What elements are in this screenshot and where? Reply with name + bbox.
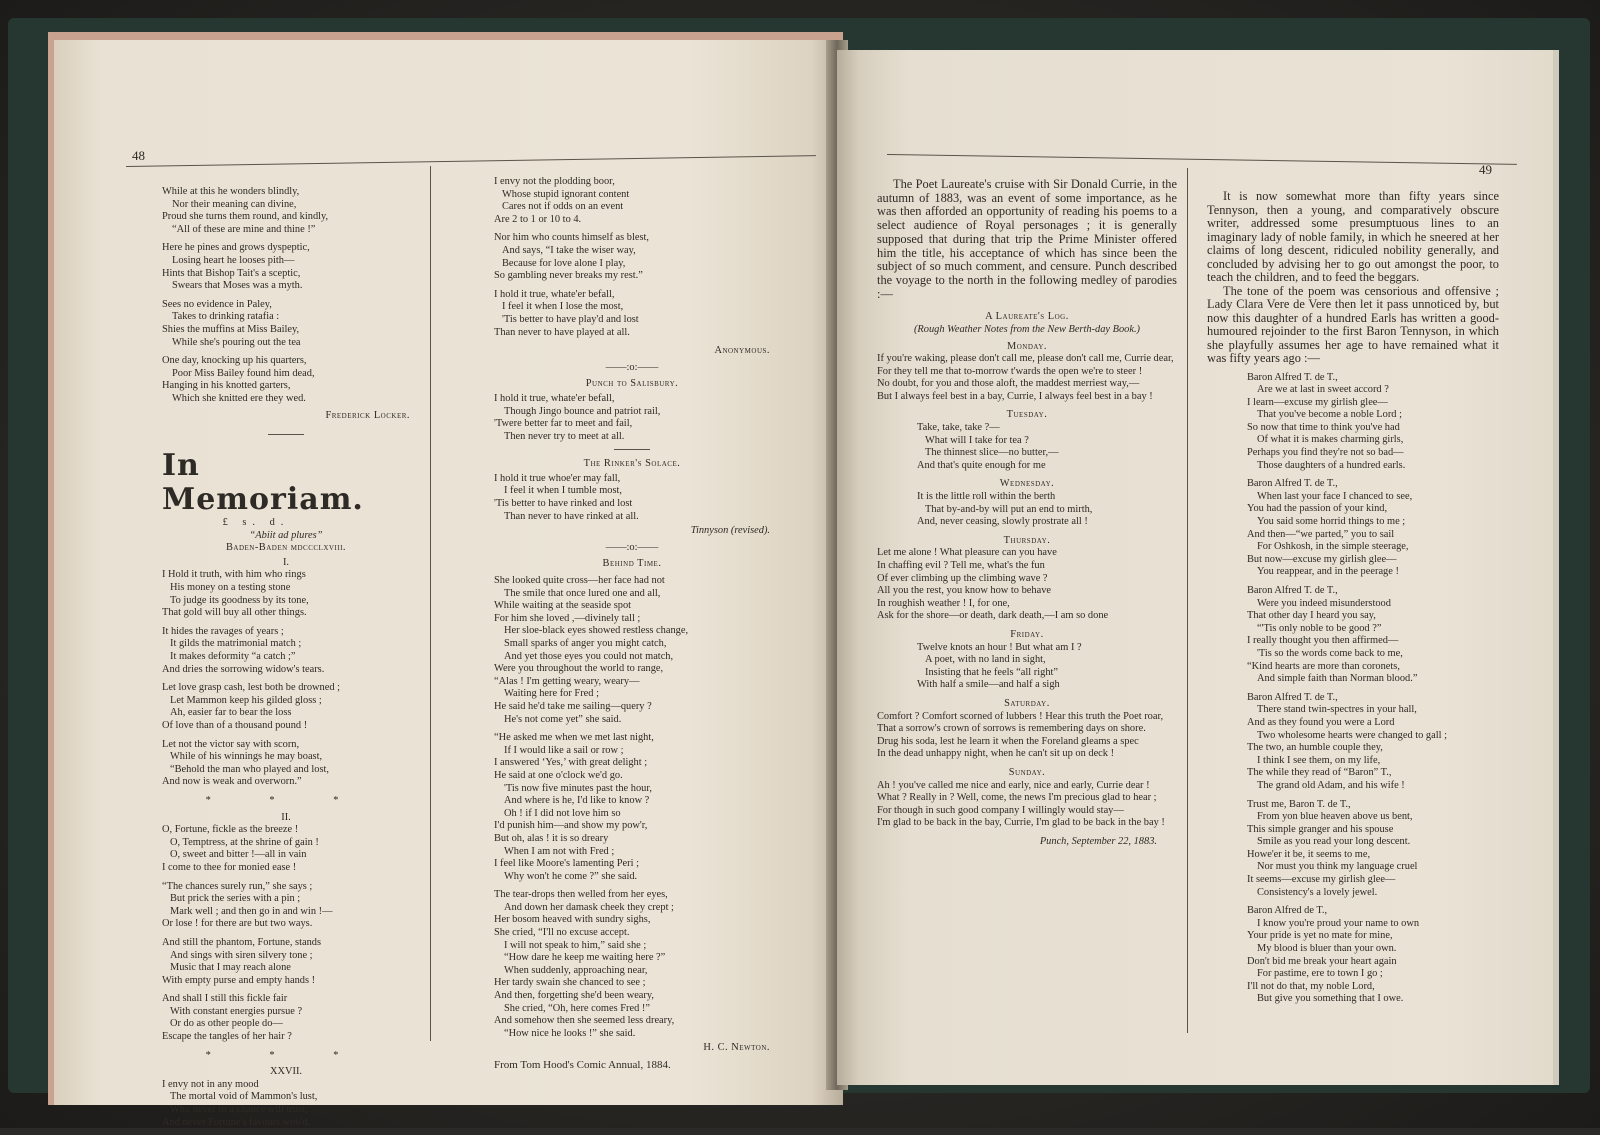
poem-line: But prick the series with a pin ; [170, 893, 301, 905]
poem-line: Consistency's a lovely jewel. [1257, 886, 1378, 898]
poem-line: Perhaps you find they're not so bad— [1247, 447, 1404, 459]
poem-stanza [494, 732, 770, 883]
poem-line: There stand twin-spectres in your hall, [1257, 704, 1417, 716]
poem-line: When suddenly, approaching near, [504, 964, 648, 976]
poem-line: The mortal void of Mammon's lust, [170, 1091, 318, 1103]
poem-line: I'd punish him—and show my pow'r, [494, 820, 648, 832]
poem-line: And as they found you were a Lord [1247, 716, 1395, 728]
poem-line: Baron Alfred T. de T., [1247, 478, 1338, 490]
poem-line: Her tardy swain she chanced to see ; [494, 977, 646, 989]
poem-line: You said some horrid things to me ; [1257, 516, 1406, 528]
poem-line: And still the phantom, Fortune, stands [162, 936, 322, 948]
poem-line: Howe'er it be, it seems to me, [1247, 848, 1371, 860]
poem-stanza [162, 1079, 410, 1129]
poem-line: I feel it when I tumble most, [504, 485, 623, 497]
poem-line: But oh, alas ! it is so dreary [494, 832, 609, 844]
poem-line: 'Tis now five minutes past the hour, [504, 782, 652, 794]
poem-line: I envy not in any mood [162, 1078, 259, 1090]
poem-line: I Hold it truth, with him who rings [162, 569, 306, 581]
poem-line: Small sparks of anger you might catch, [504, 638, 667, 649]
day-verse [877, 642, 1177, 692]
day-heading: Sunday. [1008, 766, 1046, 778]
poem-line: Baron Alfred T. de T., [1247, 691, 1338, 703]
divider-ornament: ——:o:—— [605, 361, 659, 373]
verse-line: That a sorrow's crown of sorrows is remembering days on shore. [877, 723, 1146, 735]
poem-stanza [1247, 692, 1499, 793]
header-rule-left [126, 155, 816, 167]
place-date: Baden-Baden mdccclxviii. [225, 542, 347, 554]
poem-line: Swears that Moses was a myth. [172, 280, 303, 292]
verse-line: Take, take, take ?— [917, 422, 1000, 434]
poem-line: Escape the tangles of her hair ? [162, 1031, 292, 1043]
verse-line: Ah ! you've called me nice and early, nice and early, Currie dear ! [877, 779, 1150, 791]
poem-stanza [162, 682, 410, 732]
in-memoriam-title: In Memoriam. [162, 448, 364, 518]
right-column-2 [1207, 190, 1499, 1012]
poem-line: Shies the muffins at Miss Bailey, [162, 323, 300, 335]
poem-stanza [162, 242, 410, 292]
poem-line: One day, knocking up his quarters, [162, 355, 307, 367]
poem-line: “The chances surely run,” she says ; [162, 880, 313, 892]
poem-line: From yon blue heaven above us bent, [1257, 811, 1413, 823]
poem-line: Let Mammon keep his gilded gloss ; [170, 694, 322, 706]
poem-line: Then never try to meet at all. [504, 430, 625, 442]
poem-line: Nor their meaning can divine, [172, 198, 297, 210]
left-page [48, 32, 843, 1128]
poem-line: That other day I heard you say, [1247, 610, 1376, 622]
source-credit: From Tom Hood's Comic Annual, 1884. [494, 1059, 671, 1071]
poem-line: “Behold the man who played and lost, [170, 763, 330, 775]
poem-line: Let not the victor say with scorn, [162, 738, 300, 750]
poem-line: Baron Alfred T. de T., [1247, 585, 1338, 596]
poem-line: The smile that once lured one and all, [504, 587, 661, 599]
poem-line: And down her damask cheek they crept ; [504, 901, 674, 913]
column-rule-left [430, 166, 431, 1041]
poem-line: Waiting here for Fred ; [504, 688, 599, 700]
poem-line: Those daughters of a hundred earls. [1257, 459, 1406, 471]
poem-line: The while they read of “Baron” T., [1247, 767, 1392, 779]
poem-stanza [162, 186, 410, 236]
poem-stanza [162, 569, 410, 619]
poem-line: Because for love alone I play, [502, 257, 626, 269]
verse-line: No doubt, for you and those aloft, the maddest merriest way,— [877, 378, 1140, 390]
poem-line: And sings with siren silvery tone ; [170, 949, 313, 961]
poem-line: And shall I still this fickle fair [162, 993, 288, 1005]
author-locker: Frederick Locker. [325, 409, 410, 421]
poem-line: Her bosom heaved with sundry sighs, [494, 914, 651, 926]
poem-line: Losing heart he looses pith— [172, 254, 295, 266]
poem-line: I'll not do that, my noble Lord, [1247, 980, 1375, 992]
day-heading: Wednesday. [999, 478, 1055, 490]
poem-line: Nor him who counts himself as blest, [494, 232, 649, 244]
verse-line: What will I take for tea ? [925, 434, 1029, 446]
poem-line: With constant energies pursue ? [170, 1005, 303, 1017]
rinker-title: The Rinker's Solace. [583, 458, 681, 470]
poem-line: And somehow then she seemed less dreary, [494, 1015, 675, 1027]
poem-line: Why won't he come ?” she said. [504, 870, 638, 882]
day-verse [877, 491, 1177, 529]
poem-stanza [162, 824, 410, 874]
poem-line: Nor must you think my language cruel [1257, 861, 1418, 873]
poem-line: Of what it is makes charming girls, [1257, 434, 1404, 446]
page-number-right: 49 [1479, 162, 1492, 177]
poem-line: Poor Miss Bailey found him dead, [172, 367, 315, 379]
right-page [837, 50, 1559, 1085]
poem-line: I feel like Moore's lamenting Peri ; [494, 858, 639, 870]
poem-line: She looked quite cross—her face had not [494, 575, 665, 587]
verse-line: Insisting that he feels “all right” [925, 666, 1059, 678]
poem-line: Takes to drinking ratafia : [172, 311, 280, 323]
poem-line: While of his winnings he may boast, [170, 751, 323, 763]
poem-line: I know you're proud your name to own [1257, 917, 1420, 929]
poem-line: 'Tis so the words come back to me, [1257, 647, 1403, 659]
poem-line: And then—“we parted,” you to sail [1247, 528, 1395, 540]
poem-line: I really thought you then affirmed— [1247, 635, 1399, 647]
poem-line: Smile as you read your long descent. [1257, 836, 1411, 848]
day-verse [877, 711, 1177, 761]
day-heading: Friday. [1010, 628, 1044, 640]
tennyson-intro-paragraph: It is now somewhat more than fifty years since Tennyson, then a young, and comparatively obscure writer, addressed some presumptuous lines to an imaginary lady of noble family, in which he sneered at her claims of long descent, ridiculed nobility generally, and concluded by advising her to go out amongst the poor, to teach the children, and to feed the beggars. [1207, 189, 1499, 284]
poem-line: Trust me, Baron T. de T., [1247, 798, 1351, 810]
poem-line: The tear-drops then welled from her eyes, [494, 889, 668, 901]
poem-line: O, sweet and bitter !—all in vain [170, 849, 307, 861]
rinker-author: Tinnyson (revised). [690, 525, 770, 537]
poem-line: Hints that Bishop Tait's a sceptic, [162, 267, 301, 279]
poem-stanza [494, 473, 770, 523]
verse-line: If you're waking, please don't call me, please don't call me, Currie dear, [877, 353, 1174, 365]
poem-stanza [162, 355, 410, 405]
poem-line: You had the passion of your kind, [1247, 503, 1388, 515]
poem-line: And simple faith than Norman blood.” [1257, 673, 1418, 685]
poem-line: Who never to a chance will trust, [170, 1104, 308, 1116]
verse-line: In chaffing evil ? Tell me, what's the fun [877, 560, 1045, 572]
verse-line: For though in such good company I willingly would stay— [877, 804, 1124, 816]
poem-line: And dries the sorrowing widow's tears. [162, 663, 325, 675]
poem-line: Were you indeed misunderstood [1257, 597, 1391, 609]
poem-line: Sees no evidence in Paley, [162, 298, 272, 310]
poem-line: I feel it when I lose the most, [502, 301, 624, 313]
verse-line: The thinnest slice—no butter,— [925, 447, 1059, 459]
poem-line: And says, “I take the wiser way, [502, 244, 636, 256]
verse-line: Drug his soda, lest he learn it when the Foreland gleams a spec [877, 735, 1139, 747]
poem-line: I think I see them, on my life, [1257, 754, 1381, 766]
poem-line: Hanging in his knotted garters, [162, 380, 291, 392]
poem-stanza [162, 993, 410, 1043]
poem-line: She cried, “Oh, here comes Fred !” [504, 1002, 650, 1014]
verse-line: Let me alone ! What pleasure can you have [877, 547, 1057, 559]
poem-line: Let love grasp cash, lest both be drowned ; [162, 682, 341, 694]
poem-line: Two wholesome hearts were changed to gall ; [1257, 729, 1447, 741]
divider-ornament: ——:o:—— [605, 541, 659, 553]
poem-line: “Alas ! I'm getting weary, weary— [494, 675, 640, 687]
verse-line: A poet, with no land in sight, [925, 654, 1046, 666]
day-verse [877, 353, 1177, 403]
column-rule-right [1187, 168, 1188, 1033]
poem-line: When I am not with Fred ; [504, 845, 615, 857]
verse-line: Twelve knots an hour ! But what am I ? [917, 641, 1082, 653]
poem-line: “He asked me when we met last night, [494, 732, 654, 744]
poem-stanza [494, 889, 770, 1040]
verse-line: That by-and-by will put an end to mirth, [925, 503, 1093, 515]
poem-stanza [1247, 799, 1499, 900]
poem-line: I envy not the plodding boor, [494, 176, 615, 187]
divider-rule [614, 449, 650, 450]
poem-line: Mark well ; and then go in and win !— [170, 905, 333, 917]
poem-line: I learn—excuse my girlish glee— [1247, 396, 1388, 408]
poem-stanza [494, 289, 770, 339]
poem-line: The grand old Adam, and his wife ! [1257, 779, 1405, 791]
poem-line: Proud she turns them round, and kindly, [162, 211, 329, 223]
poem-line: Of love than of a thousand pound ! [162, 720, 308, 731]
poem-line: Are 2 to 1 or 10 to 4. [494, 213, 582, 225]
poem-line: Don't bid me break your heart again [1247, 955, 1397, 967]
day-heading: Tuesday. [1006, 409, 1048, 421]
poem-line: O, Fortune, fickle as the breeze ! [162, 824, 299, 836]
poem-stanza [494, 176, 770, 226]
poem-line: Or do as other people do— [170, 1018, 283, 1030]
poem-line: So now that time to think you've had [1247, 421, 1400, 433]
poem-line: For pastime, ere to town I go ; [1257, 968, 1383, 980]
poem-line: She cried, “I'll no excuse accept. [494, 927, 630, 939]
poem-line: 'Tis better to have rinked and lost [494, 498, 633, 510]
poem-stanza [494, 232, 770, 282]
section-I: I. [282, 556, 290, 568]
poem-line: Were you throughout the world to range, [494, 663, 664, 675]
poem-line: I hold it true, whate'er befall, [494, 288, 615, 300]
poem-line: But now—excuse my girlish glee— [1247, 553, 1397, 565]
poem-line: And never Fortune's favours woo'd. [162, 1116, 311, 1128]
poem-line: And then, forgetting she'd been weary, [494, 990, 654, 1002]
section-II: II. [281, 811, 291, 823]
poem-line: Your pride is yet no mate for mine, [1247, 930, 1393, 942]
poem-line: It hides the ravages of years ; [162, 625, 284, 637]
poem-stanza [162, 626, 410, 676]
poem-line: “How nice he looks !” she said. [504, 1027, 636, 1039]
verse-line: What ? Really in ? Well, come, the news I'm precious glad to hear ; [877, 792, 1157, 804]
poem-stanza [162, 937, 410, 987]
poem-line: And now is weak and overworn.” [162, 776, 302, 788]
poem-stanza [162, 881, 410, 931]
verse-line: And that's quite enough for me [917, 459, 1046, 471]
poem-line: His money on a testing stone [170, 582, 291, 594]
poem-line: For him she loved ,—divinely tall ; [494, 612, 641, 624]
poem-line: “All of these are mine and thine !” [172, 223, 316, 235]
laureate-log-title: A Laureate's Log. [985, 311, 1069, 323]
poem-line: That gold will buy all other things. [162, 607, 307, 619]
verse-line: And, never ceasing, slowly prostrate all ! [917, 516, 1088, 528]
poem-line: My blood is bluer than your own. [1257, 943, 1397, 955]
day-heading: Thursday. [1003, 534, 1051, 546]
verse-line: Ask for the shore—or death, dark death,—I am so done [877, 610, 1109, 622]
verse-line: In the dead unhappy night, when he can't sit up on deck ! [877, 748, 1115, 760]
poem-line: And yet those eyes you could not match, [504, 650, 674, 662]
poem-line: “How dare he keep me waiting here ?” [504, 952, 666, 964]
poem-line: 'Tis better to have play'd and lost [502, 313, 639, 325]
behind-time-title: Behind Time. [602, 558, 662, 570]
tennyson-intro-paragraph: The tone of the poem was censorious and offensive ; Lady Clara Vere de Vere then let it pass unnoticed by, but now this daughter of a hundred Earls has written a good-humoured rejoinder to the first Baron Tennyson, in which she playfully assumes her age to have remained what it was fifty years ago :— [1207, 283, 1499, 365]
punch-date: Punch, September 22, 1883. [1039, 835, 1157, 847]
divider-rule [268, 434, 304, 435]
poem-line: When last your face I chanced to see, [1257, 490, 1413, 502]
left-column-1 [162, 186, 410, 1135]
day-heading: Saturday. [1004, 697, 1050, 709]
punch-salisbury-title: Punch to Salisbury. [585, 378, 679, 390]
poem-line: I come to thee for monied ease ! [162, 861, 297, 873]
poem-line: With empty purse and empty hands ! [162, 974, 316, 986]
author-newton: H. C. Newton. [703, 1042, 770, 1054]
day-verse [877, 422, 1177, 472]
poem-line: You reappear, and in the peerage ! [1257, 566, 1399, 578]
poem-line: Baron Alfred de T., [1247, 905, 1328, 917]
poem-line: Than never to have played at all. [494, 326, 630, 338]
poem-line: O, Temptress, at the shrine of gain ! [170, 836, 319, 848]
poem-line: So gambling never breaks my rest.” [494, 270, 643, 282]
poem-line: Than never to have rinked at all. [504, 510, 639, 522]
poem-line: It seems—excuse my girlish glee— [1247, 874, 1396, 886]
poem-line: Are we at last in sweet accord ? [1257, 384, 1389, 396]
poem-line: And where is he, I'd like to know ? [504, 795, 650, 807]
author-anonymous: Anonymous. [714, 345, 770, 357]
poem-line: While waiting at the seaside spot [494, 600, 632, 612]
poem-line: I hold it true whoe'er may fall, [494, 472, 621, 484]
poem-line: Oh ! if I did not love him so [504, 807, 621, 819]
poem-line: That you've become a noble Lord ; [1257, 409, 1402, 421]
poem-line: While she's pouring out the tea [172, 336, 301, 348]
poem-line: “'Tis only noble to be good ?” [1257, 622, 1382, 634]
poem-stanza [1247, 372, 1499, 473]
left-column-2 [494, 176, 770, 1072]
poem-line: To judge its goodness by its tone, [170, 594, 309, 606]
cruise-intro: The Poet Laureate's cruise with Sir Donald Currie, in the autumn of 1883, was an event of some importance, as he was then afforded an opportunity of reading his poems to a select audience of Royal personages ; it is generally supposed that during that trip the Prime Minister offered him the title, his acceptance of which has since been the subject of so much comment, and censure. Punch described the voyage to the north in the following medley of parodies :— [877, 177, 1177, 301]
poem-line: But give you something that I owe. [1257, 993, 1404, 1005]
poem-stanza [1247, 905, 1499, 1006]
poem-line: It makes deformity “a catch ;” [170, 651, 296, 663]
poem-line: Which she knitted ere they wed. [172, 392, 306, 404]
page-number-left: 48 [132, 148, 145, 163]
day-verse [877, 547, 1177, 623]
verse-line: Of ever climbing up the climbing wave ? [877, 572, 1048, 584]
poem-stanza [1247, 585, 1499, 686]
verse-line: With half a smile—and half a sigh [917, 679, 1060, 691]
poem-line: Cares not if odds on an event [502, 201, 624, 213]
poem-stanza [162, 299, 410, 349]
section-XXVII: XXVII. [269, 1066, 303, 1078]
poem-line: It gilds the matrimonial match ; [170, 638, 302, 650]
verse-line: I'm glad to be back in the bay, Currie, I'm glad to be back in the bay ! [877, 817, 1165, 829]
motto: “Abiit ad plures” [249, 529, 323, 541]
verse-line: In roughish weather ! I, for one, [877, 597, 1010, 609]
verse-line: For they tell me that to-morrow t'wards the open we're to steer ! [877, 365, 1143, 377]
poem-line: I hold it true, whate'er befall, [494, 392, 615, 404]
poem-line: Or lose ! for there are but two ways. [162, 918, 313, 930]
day-verse [877, 780, 1177, 830]
header-rule-right [887, 154, 1517, 165]
poem-line: 'Twere better far to meet and fail, [494, 418, 633, 430]
poem-line: While at this he wonders blindly, [162, 186, 300, 197]
poem-line: This simple granger and his spouse [1247, 823, 1394, 835]
poem-line: Whose stupid ignorant content [502, 188, 630, 200]
poem-line: Here he pines and grows dyspeptic, [162, 242, 310, 254]
stars-divider: * * * [205, 1049, 367, 1061]
day-heading: Monday. [1007, 340, 1047, 352]
verse-line: But I always feel best in a bay, Currie, I always feel best in a bay ! [877, 390, 1153, 402]
laureate-log-subtitle: (Rough Weather Notes from the New Berth-day Book.) [913, 323, 1141, 335]
poem-stanza [494, 575, 770, 726]
verse-line: It is the little roll within the berth [917, 491, 1056, 503]
poem-line: “Kind hearts are more than coronets, [1247, 660, 1400, 672]
poem-line: If I would like a sail or row ; [504, 744, 624, 756]
poem-line: Music that I may reach alone [170, 962, 291, 974]
stars-divider: * * * [205, 794, 367, 806]
verse-line: Comfort ? Comfort scorned of lubbers ! Hear this truth the Poet roar, [877, 710, 1164, 722]
verse-line: All you the rest, you know how to behave [877, 585, 1052, 597]
poem-stanza [162, 739, 410, 789]
poem-line: For Oshkosh, in the simple steerage, [1257, 541, 1409, 553]
poem-line: I will not speak to him,” said she ; [504, 939, 647, 951]
poem-line: He's not come yet” she said. [504, 713, 622, 725]
poem-line: He said he'd take me sailing—query ? [494, 700, 652, 712]
lsd-line: £ s. d. [222, 517, 290, 529]
poem-line: Her sloe-black eyes showed restless change, [504, 625, 689, 637]
poem-stanza [494, 393, 770, 443]
poem-line: Ah, easier far to bear the loss [170, 707, 292, 719]
poem-line: The two, an humble couple they, [1247, 742, 1383, 754]
poem-line: He said at one o'clock we'd go. [494, 769, 623, 781]
poem-line: Though Jingo bounce and patriot rail, [504, 405, 661, 417]
right-column-1 [877, 178, 1177, 848]
poem-line: Baron Alfred T. de T., [1247, 371, 1338, 383]
poem-stanza [1247, 478, 1499, 579]
poem-line: I answered ‘Yes,’ with great delight ; [494, 757, 648, 769]
